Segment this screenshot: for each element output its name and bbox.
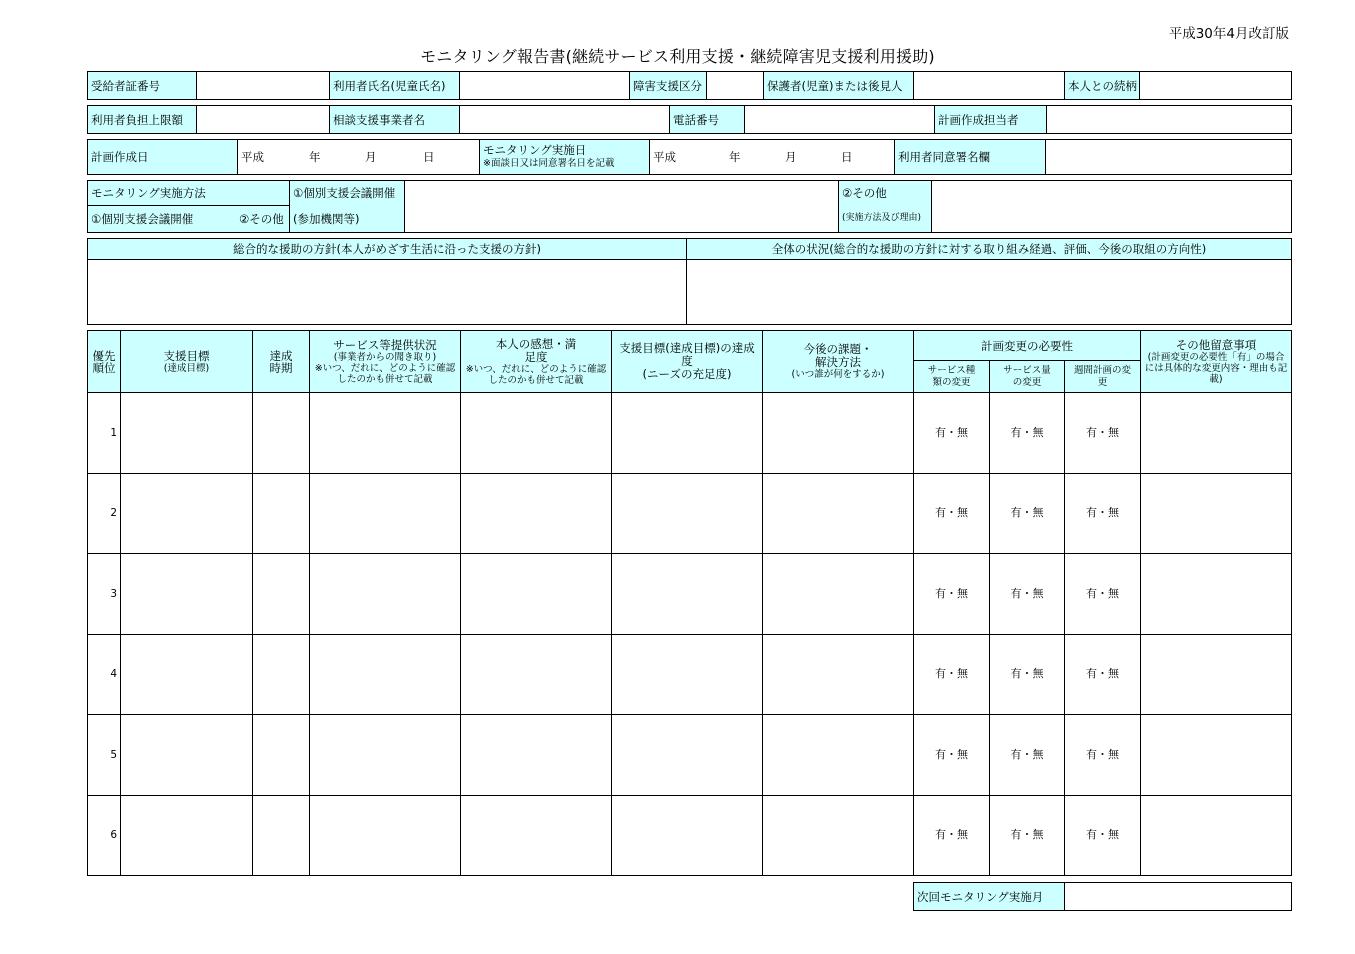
header-achievement-sub: (ニーズの充足度) bbox=[642, 367, 732, 381]
goal-cell[interactable] bbox=[121, 715, 253, 796]
feelings-cell[interactable] bbox=[461, 715, 612, 796]
feelings-cell[interactable] bbox=[461, 554, 612, 635]
phone-field[interactable] bbox=[745, 106, 935, 134]
notes-cell[interactable] bbox=[1141, 795, 1292, 876]
achievement-cell[interactable] bbox=[612, 393, 763, 474]
period-cell[interactable] bbox=[253, 715, 310, 796]
monitoring-date-field[interactable] bbox=[650, 140, 895, 175]
issues-cell[interactable] bbox=[763, 393, 914, 474]
plan-date-era: 平成 bbox=[241, 150, 264, 164]
change-type-cell[interactable]: 有・無 bbox=[914, 393, 990, 474]
change-amount-cell[interactable]: 有・無 bbox=[990, 554, 1065, 635]
feelings-cell[interactable] bbox=[461, 393, 612, 474]
header-notes-title: その他留意事項 bbox=[1175, 337, 1257, 352]
planner-field[interactable] bbox=[1047, 106, 1292, 134]
policy-right-field[interactable] bbox=[687, 260, 1292, 325]
priority-cell: 4 bbox=[88, 634, 121, 715]
header-priority: 優先順位 bbox=[88, 331, 121, 393]
header-service-sub2: ※いつ、だれに、どのように確認したのかも併せて記載 bbox=[314, 362, 456, 385]
plan-date-label: 計画作成日 bbox=[88, 140, 238, 175]
plan-date-day: 日 bbox=[423, 150, 435, 164]
notes-cell[interactable] bbox=[1141, 634, 1292, 715]
notes-cell[interactable] bbox=[1141, 554, 1292, 635]
relationship-label: 本人との続柄 bbox=[1065, 72, 1140, 100]
policy-left-header: 総合的な援助の方針(本人がめざす生活に沿った支援の方針) bbox=[88, 239, 687, 260]
next-monitoring-table bbox=[913, 882, 1292, 911]
participants-label: (参加機関等) bbox=[290, 206, 405, 233]
goal-cell[interactable] bbox=[121, 473, 253, 554]
policy-table bbox=[87, 238, 1292, 325]
header-row-2 bbox=[87, 105, 1292, 134]
recipient-number-field[interactable] bbox=[197, 72, 330, 100]
policy-left-field[interactable] bbox=[88, 260, 687, 325]
header-service bbox=[310, 331, 461, 393]
header-goal-title: 支援目標 bbox=[163, 348, 210, 363]
table-row bbox=[88, 554, 1292, 635]
change-amount-cell[interactable]: 有・無 bbox=[990, 393, 1065, 474]
change-weekly-cell[interactable]: 有・無 bbox=[1065, 795, 1141, 876]
priority-cell: 3 bbox=[88, 554, 121, 635]
header-change-type: サービス種類の変更 bbox=[914, 361, 990, 393]
achievement-cell[interactable] bbox=[612, 554, 763, 635]
achievement-cell[interactable] bbox=[612, 634, 763, 715]
issues-cell[interactable] bbox=[763, 634, 914, 715]
priority-cell: 6 bbox=[88, 795, 121, 876]
change-weekly-cell[interactable]: 有・無 bbox=[1065, 634, 1141, 715]
service-cell[interactable] bbox=[310, 554, 461, 635]
header-feelings bbox=[461, 331, 612, 393]
plan-date-field[interactable] bbox=[238, 140, 480, 175]
service-cell[interactable] bbox=[310, 634, 461, 715]
relationship-field[interactable] bbox=[1140, 72, 1292, 100]
header-issues-sub: (いつ誰が何をするか) bbox=[791, 369, 885, 380]
recipient-number-label: 受給者証番号 bbox=[88, 72, 197, 100]
header-row-1 bbox=[87, 71, 1292, 100]
header-period: 達成時期 bbox=[253, 331, 310, 393]
header-feelings-title: 本人の感想・満足度 bbox=[495, 336, 577, 364]
feelings-cell[interactable] bbox=[461, 634, 612, 715]
service-cell[interactable] bbox=[310, 715, 461, 796]
consent-signature-label: 利用者同意署名欄 bbox=[895, 140, 1046, 175]
header-service-sub1: (事業者からの聞き取り) bbox=[333, 351, 437, 363]
achievement-cell[interactable] bbox=[612, 715, 763, 796]
burden-limit-field[interactable] bbox=[197, 106, 330, 134]
header-goal-sub: (達成目標) bbox=[163, 362, 210, 374]
priority-cell: 1 bbox=[88, 393, 121, 474]
change-amount-cell[interactable]: 有・無 bbox=[990, 473, 1065, 554]
header-issues-title: 今後の課題・解決方法 bbox=[803, 342, 873, 369]
monitoring-date-title: モニタリング実施日 bbox=[483, 143, 587, 157]
period-cell[interactable] bbox=[253, 634, 310, 715]
header-change-weekly: 週間計画の変更 bbox=[1065, 361, 1141, 393]
header-notes bbox=[1141, 331, 1292, 393]
change-weekly-cell[interactable]: 有・無 bbox=[1065, 554, 1141, 635]
other-reason-field[interactable] bbox=[932, 181, 1292, 233]
change-amount-cell[interactable]: 有・無 bbox=[990, 795, 1065, 876]
change-weekly-cell[interactable]: 有・無 bbox=[1065, 715, 1141, 796]
service-cell[interactable] bbox=[310, 795, 461, 876]
goal-cell[interactable] bbox=[121, 634, 253, 715]
issues-cell[interactable] bbox=[763, 554, 914, 635]
monitoring-date-year: 年 bbox=[729, 150, 741, 164]
header-row-3 bbox=[87, 139, 1292, 175]
guardian-field[interactable] bbox=[914, 72, 1065, 100]
other-label: ②その他 bbox=[839, 181, 932, 206]
change-weekly-cell[interactable]: 有・無 bbox=[1065, 473, 1141, 554]
monitoring-main-table bbox=[87, 330, 1292, 876]
service-cell[interactable] bbox=[310, 473, 461, 554]
conference-label: ①個別支援会議開催 bbox=[290, 181, 405, 206]
disability-category-label: 障害支援区分 bbox=[630, 72, 707, 100]
header-achievement bbox=[612, 331, 763, 393]
notes-cell[interactable] bbox=[1141, 393, 1292, 474]
change-type-cell[interactable]: 有・無 bbox=[914, 715, 990, 796]
achievement-cell[interactable] bbox=[612, 473, 763, 554]
feelings-cell[interactable] bbox=[461, 795, 612, 876]
table-row bbox=[88, 795, 1292, 876]
goal-cell[interactable] bbox=[121, 795, 253, 876]
change-type-cell[interactable]: 有・無 bbox=[914, 473, 990, 554]
header-change-amount: サービス量の変更 bbox=[990, 361, 1065, 393]
priority-cell: 5 bbox=[88, 715, 121, 796]
participants-field[interactable] bbox=[405, 181, 839, 233]
version-label: 平成30年4月改訂版 bbox=[1168, 26, 1289, 42]
issues-cell[interactable] bbox=[763, 715, 914, 796]
consultation-office-label: 相談支援事業者名 bbox=[330, 106, 460, 134]
table-row bbox=[88, 393, 1292, 474]
period-cell[interactable] bbox=[253, 795, 310, 876]
change-amount-cell[interactable]: 有・無 bbox=[990, 715, 1065, 796]
method-options[interactable] bbox=[88, 206, 290, 233]
consent-signature-field[interactable] bbox=[1046, 140, 1292, 175]
notes-cell[interactable] bbox=[1141, 715, 1292, 796]
planner-label: 計画作成担当者 bbox=[935, 106, 1047, 134]
header-notes-sub: (計画変更の必要性「有」の場合には具体的な変更内容・理由も記載) bbox=[1144, 351, 1288, 385]
plan-date-month: 月 bbox=[365, 150, 377, 164]
user-name-label: 利用者氏名(児童氏名) bbox=[330, 72, 460, 100]
user-name-field[interactable] bbox=[460, 72, 630, 100]
disability-category-field[interactable] bbox=[707, 72, 764, 100]
period-cell[interactable] bbox=[253, 473, 310, 554]
next-monitoring-field[interactable] bbox=[1065, 883, 1292, 911]
period-cell[interactable] bbox=[253, 393, 310, 474]
table-row bbox=[88, 715, 1292, 796]
notes-cell[interactable] bbox=[1141, 473, 1292, 554]
change-type-cell[interactable]: 有・無 bbox=[914, 634, 990, 715]
header-goal bbox=[121, 331, 253, 393]
header-achievement-title: 支援目標(達成目標)の達成度 bbox=[619, 341, 755, 368]
priority-cell: 2 bbox=[88, 473, 121, 554]
monitoring-date-era: 平成 bbox=[653, 150, 676, 164]
issues-cell[interactable] bbox=[763, 795, 914, 876]
feelings-cell[interactable] bbox=[461, 473, 612, 554]
guardian-label: 保護者(児童)または後見人 bbox=[764, 72, 914, 100]
header-service-title: サービス等提供状況 bbox=[333, 337, 437, 352]
change-amount-cell[interactable]: 有・無 bbox=[990, 634, 1065, 715]
goal-cell[interactable] bbox=[121, 393, 253, 474]
burden-limit-label: 利用者負担上限額 bbox=[88, 106, 197, 134]
change-type-cell[interactable]: 有・無 bbox=[914, 554, 990, 635]
monitoring-date-day: 日 bbox=[841, 150, 853, 164]
other-reason-label: (実施方法及び理由) bbox=[839, 206, 932, 233]
header-feelings-sub: ※いつ、だれに、どのように確認したのかも併せて記載 bbox=[465, 363, 607, 386]
change-weekly-cell[interactable]: 有・無 bbox=[1065, 393, 1141, 474]
method-option-conference[interactable]: ①個別支援会議開催 bbox=[91, 212, 194, 226]
consultation-office-field[interactable] bbox=[460, 106, 670, 134]
period-cell[interactable] bbox=[253, 554, 310, 635]
header-change-need: 計画変更の必要性 bbox=[914, 331, 1141, 361]
table-row bbox=[88, 634, 1292, 715]
phone-label: 電話番号 bbox=[670, 106, 745, 134]
method-option-other[interactable]: ②その他 bbox=[239, 212, 284, 226]
header-issues bbox=[763, 331, 914, 393]
next-monitoring-label: 次回モニタリング実施月 bbox=[914, 883, 1065, 911]
issues-cell[interactable] bbox=[763, 473, 914, 554]
monitoring-date-month: 月 bbox=[785, 150, 797, 164]
monitoring-method-table bbox=[87, 180, 1292, 233]
goal-cell[interactable] bbox=[121, 554, 253, 635]
table-row bbox=[88, 473, 1292, 554]
method-label: モニタリング実施方法 bbox=[88, 181, 290, 206]
achievement-cell[interactable] bbox=[612, 795, 763, 876]
page-title: モニタリング報告書(継続サービス利用支援・継続障害児支援利用援助) bbox=[420, 47, 935, 66]
change-type-cell[interactable]: 有・無 bbox=[914, 795, 990, 876]
monitoring-date-note: ※面談日又は同意署名日を記載 bbox=[483, 158, 615, 169]
plan-date-year: 年 bbox=[309, 150, 321, 164]
service-cell[interactable] bbox=[310, 393, 461, 474]
policy-right-header: 全体の状況(総合的な援助の方針に対する取り組み経過、評価、今後の取組の方向性) bbox=[687, 239, 1292, 260]
monitoring-date-label bbox=[480, 140, 650, 175]
